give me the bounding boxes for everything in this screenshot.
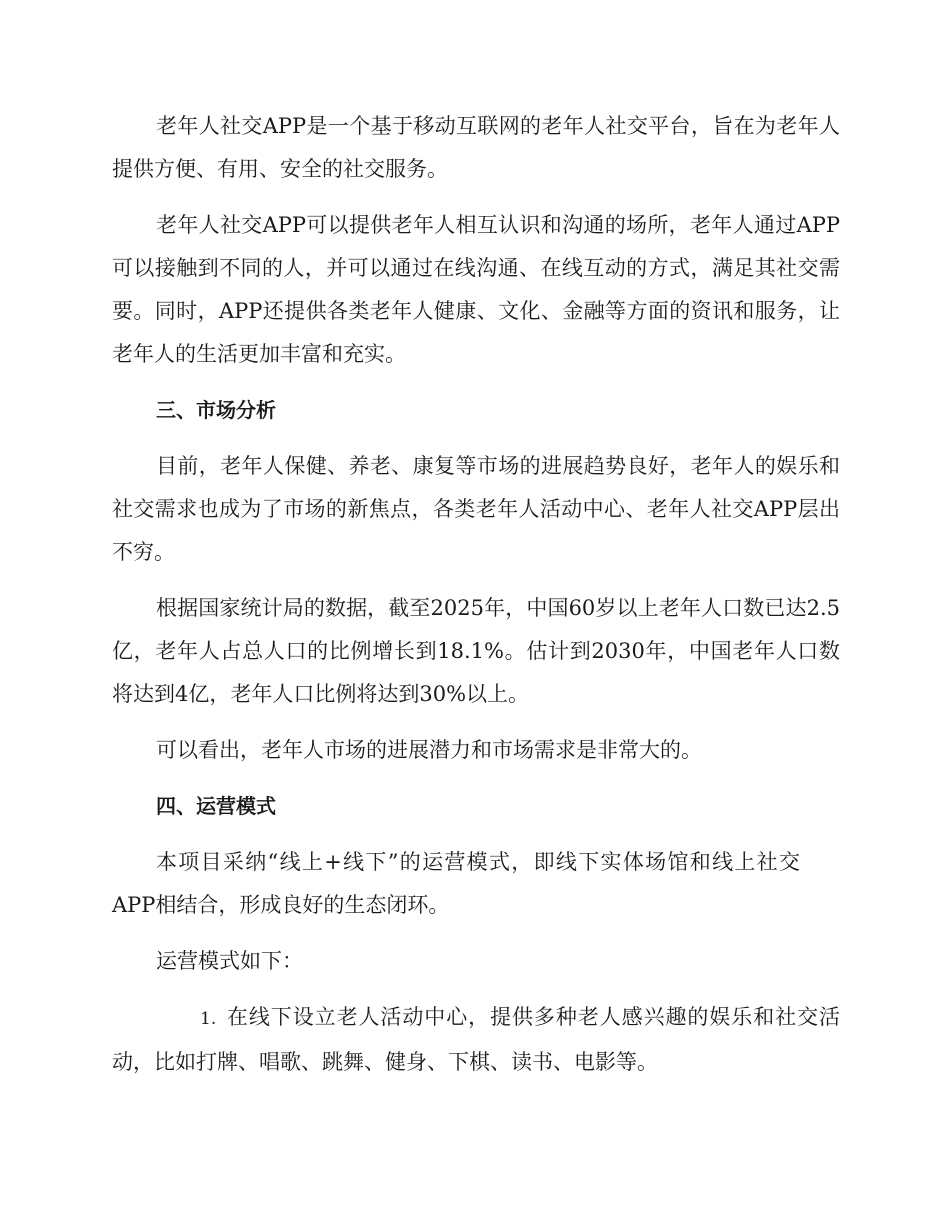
body-paragraph: 运营模式如下： — [156, 949, 303, 973]
document-page — [112, 105, 840, 1097]
section-heading: 四、运营模式 — [156, 794, 276, 818]
body-paragraph: 可以看出，老年人市场的进展潜力和市场需求是非常大的。 — [156, 738, 702, 762]
section-heading: 三、市场分析 — [156, 398, 276, 422]
body-paragraph: 老年人社交APP可以提供老年人相互认识和沟通的场所，老年人通过APP可以接触到不同的人，并可以通过在线沟通、在线互动的方式，满足其社交需要。同时，APP还提供各类老年人健康、文化、金融等方面的资讯和服务，让老年人的生活更加丰富和充实。 — [112, 213, 840, 366]
body-paragraph: 本项目采纳“线上+线下”的运营模式，即线下实体场馆和线上社交APP相结合，形成良好的生态闭环。 — [112, 850, 800, 917]
list-number: 1. — [200, 1009, 217, 1029]
body-paragraph: 根据国家统计局的数据，截至2025年，中国60岁以上老年人口数已达2.5亿，老年人占总人口的比例增长到18.1%。估计到2030年，中国老年人口数将达到4亿，老年人口比例将达到30%以上。 — [112, 596, 840, 706]
body-paragraph: 目前，老年人保健、养老、康复等市场的进展趋势良好，老年人的娱乐和社交需求也成为了市场的新焦点，各类老年人活动中心、老年人社交APP层出不穷。 — [112, 454, 840, 564]
list-item-text: 在线下设立老人活动中心，提供多种老人感兴趣的娱乐和社交活动，比如打牌、唱歌、跳舞、健身、下棋、读书、电影等。 — [112, 1005, 840, 1074]
body-paragraph: 老年人社交APP是一个基于移动互联网的老年人社交平台，旨在为老年人提供方便、有用、安全的社交服务。 — [112, 114, 840, 181]
list-item — [112, 996, 840, 1084]
